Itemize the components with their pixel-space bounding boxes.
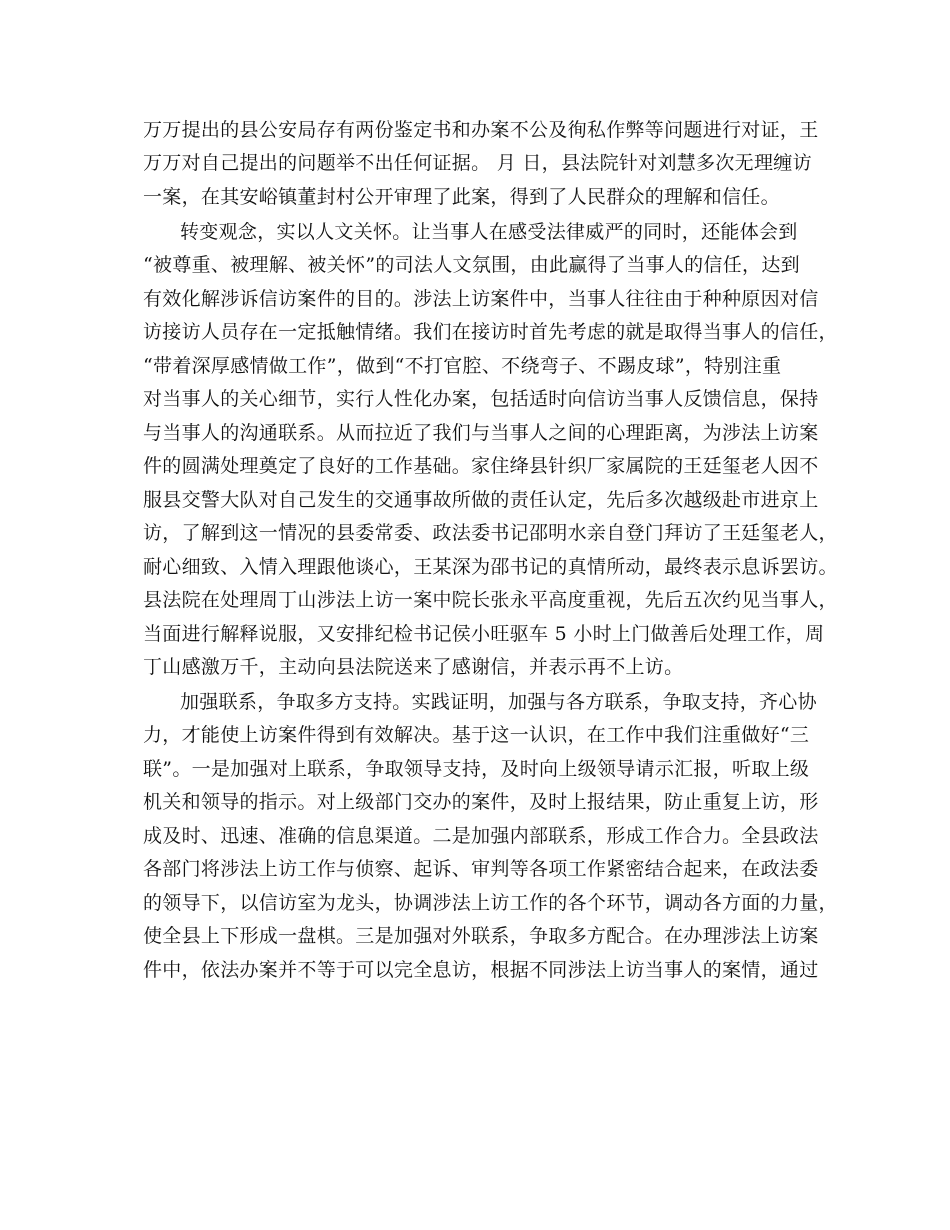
text-line: 使全县上下形成一盘棋。三是加强对外联系，争取多方配合。在办理涉法上访案 <box>143 925 819 947</box>
text-line: 对当事人的关心细节，实行人性化办案，包括适时向信访当事人反馈信息，保持 <box>143 388 819 410</box>
text-line: 丁山感激万千，主动向县法院送来了感谢信，并表示再不上访。 <box>143 656 684 678</box>
text-line: 服县交警大队对自己发生的交通事故所做的责任认定，先后多次越级赴市进京上 <box>143 489 819 511</box>
text-line: 访接访人员存在一定抵触情绪。我们在接访时首先考虑的就是取得当事人的信任， <box>143 321 838 343</box>
text-line: 力，才能使上访案件得到有效解决。基于这一认识，在工作中我们注重做好“三 <box>143 724 810 746</box>
text-line: 机关和领导的指示。对上级部门交办的案件，及时上报结果，防止重复上访，形 <box>143 791 819 813</box>
text-line: “被尊重、被理解、被关怀”的司法人文氛围，由此赢得了当事人的信任，达到 <box>143 254 800 276</box>
text-line: 成及时、迅速、准确的信息渠道。二是加强内部联系，形成工作合力。全县政法 <box>143 825 819 847</box>
text-line: 县法院在处理周丁山涉法上访一案中院长张永平高度重视，先后五次约见当事人， <box>143 589 838 611</box>
text-line: 一案，在其安峪镇董封村公开审理了此案，得到了人民群众的理解和信任。 <box>143 186 780 208</box>
text-line: 各部门将涉法上访工作与侦察、起诉、审判等各项工作紧密结合起来，在政法委 <box>143 858 819 880</box>
text-line: 万万对自己提出的问题举不出任何证据。 月 日，县法院针对刘慧多次无理缠访 <box>143 152 812 174</box>
text-line: 有效化解涉诉信访案件的目的。涉法上访案件中，当事人往往由于种种原因对信 <box>143 288 819 310</box>
text-line: 件的圆满处理奠定了良好的工作基础。家住绛县针织厂家属院的王廷玺老人因不 <box>143 455 819 477</box>
text-line: 转变观念，实以人文关怀。让当事人在感受法律威严的同时，还能体会到 <box>180 221 798 243</box>
text-line: 当面进行解释说服，又安排纪检书记侯小旺驱车 5 小时上门做善后处理工作，周 <box>143 623 825 645</box>
text-line: 与当事人的沟通联系。从而拉近了我们与当事人之间的心理距离，为涉法上访案 <box>143 422 819 444</box>
text-line: 的领导下，以信访室为龙头，协调涉法上访工作的各个环节，调动各方面的力量， <box>143 892 838 914</box>
text-line: 联”。一是加强对上联系，争取领导支持，及时向上级领导请示汇报，听取上级 <box>143 758 810 780</box>
text-line: 访，了解到这一情况的县委常委、政法委书记邵明水亲自登门拜访了王廷玺老人， <box>143 522 838 544</box>
text-line: 耐心细致、入情入理跟他谈心，王某深为邵书记的真情所动，最终表示息诉罢访。 <box>143 556 838 578</box>
text-line: 万万提出的县公安局存有两份鉴定书和办案不公及徇私作弊等问题进行对证，王 <box>143 119 819 141</box>
text-line: 加强联系，争取多方支持。实践证明，加强与各方联系，争取支持，齐心协 <box>180 691 817 713</box>
text-line: “带着深厚感情做工作”，做到“不打官腔、不绕弯子、不踢皮球”，特别注重 <box>143 355 782 377</box>
text-line: 件中，依法办案并不等于可以完全息访，根据不同涉法上访当事人的案情，通过 <box>143 959 819 981</box>
